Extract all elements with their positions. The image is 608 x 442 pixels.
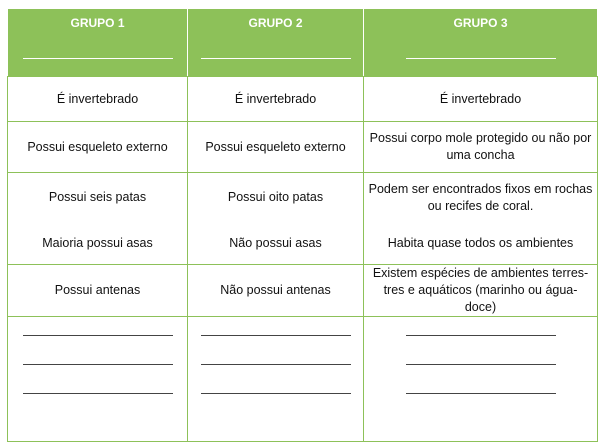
group-1-header — [8, 9, 188, 77]
group-3-answer-line-1[interactable] — [406, 335, 556, 336]
group-2-answer-line-2[interactable] — [201, 364, 351, 365]
group-1-trait-1: É invertebrado — [8, 77, 188, 122]
group-3-trait-1: É invertebrado — [364, 77, 598, 122]
trait-row-1 — [8, 77, 598, 122]
classification-table — [7, 8, 598, 442]
trait-row-4 — [8, 222, 598, 265]
group-1-trait-5: Possui antenas — [8, 265, 188, 317]
group-3-answer-line[interactable] — [406, 58, 556, 59]
group-3-answer-cell — [364, 317, 598, 442]
group-3-answer-line-2[interactable] — [406, 364, 556, 365]
header-row — [8, 9, 598, 77]
group-3-trait-2: Possui corpo mole protegido ou não por uma concha — [364, 122, 598, 173]
group-2-trait-5: Não possui antenas — [188, 265, 364, 317]
group-1-answer-cell — [8, 317, 188, 442]
group-1-answer-line[interactable] — [23, 58, 173, 59]
answer-row — [8, 317, 598, 442]
group-1-trait-2: Possui esqueleto externo — [8, 122, 188, 173]
group-2-trait-4: Não possui asas — [188, 222, 364, 265]
group-2-trait-3: Possui oito patas — [188, 173, 364, 223]
group-2-answer-line-3[interactable] — [201, 393, 351, 394]
group-1-trait-4: Maioria possui asas — [8, 222, 188, 265]
group-1-answer-line-2[interactable] — [23, 364, 173, 365]
group-2-answer-cell — [188, 317, 364, 442]
trait-row-5 — [8, 265, 598, 317]
group-3-header — [364, 9, 598, 77]
group-2-header — [188, 9, 364, 77]
group-2-trait-1: É invertebrado — [188, 77, 364, 122]
group-3-trait-5: Existem espécies de ambientes terres-tres e aquáticos (marinho ou água-doce) — [364, 265, 598, 317]
group-1-answer-line-1[interactable] — [23, 335, 173, 336]
trait-row-2 — [8, 122, 598, 173]
group-3-answer-line-3[interactable] — [406, 393, 556, 394]
group-3-title: GRUPO 3 — [453, 16, 508, 30]
group-2-answer-line[interactable] — [201, 58, 351, 59]
group-2-trait-2: Possui esqueleto externo — [188, 122, 364, 173]
group-1-answer-line-3[interactable] — [23, 393, 173, 394]
group-3-trait-3: Podem ser encontrados fixos em rochas ou recifes de coral. — [364, 173, 598, 223]
trait-row-3 — [8, 173, 598, 223]
group-1-title: GRUPO 1 — [70, 16, 125, 30]
group-2-title: GRUPO 2 — [248, 16, 303, 30]
group-3-trait-4: Habita quase todos os ambientes — [364, 222, 598, 265]
group-1-trait-3: Possui seis patas — [8, 173, 188, 223]
group-2-answer-line-1[interactable] — [201, 335, 351, 336]
